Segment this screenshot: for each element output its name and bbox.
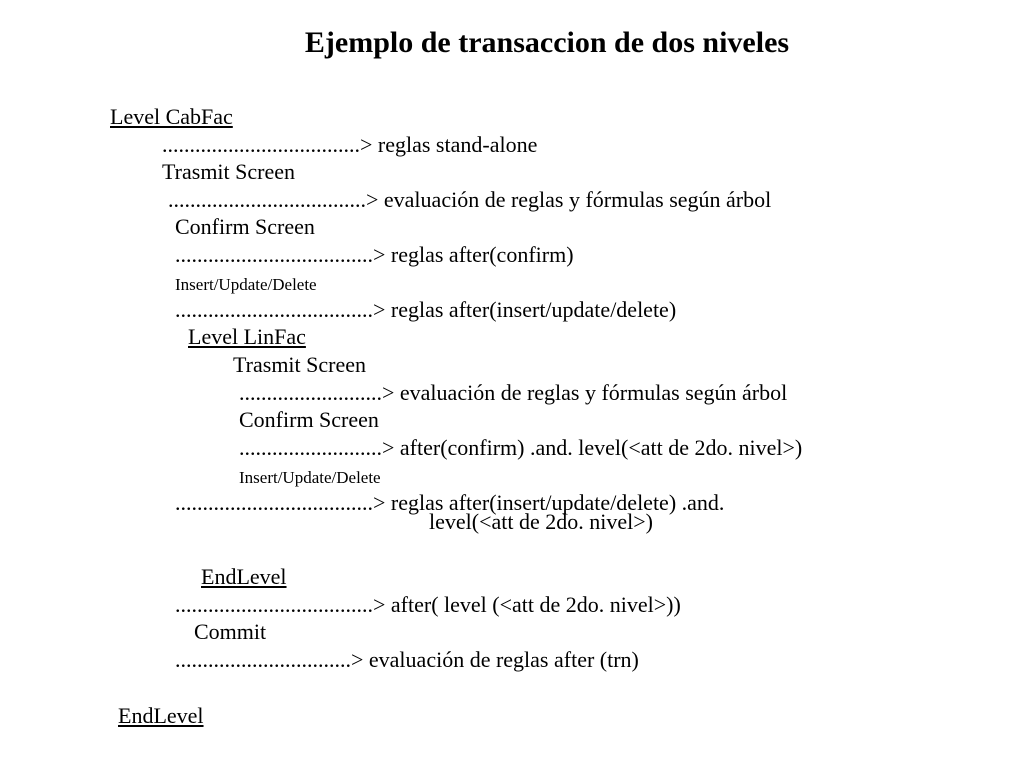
arrow-line-after-trn: ................................> evaluación de reglas after (trn) (175, 647, 639, 672)
linfac-trasmit-screen-label: Trasmit Screen (233, 352, 367, 377)
arrow-line-stand-alone: ....................................> reglas stand-alone (162, 132, 538, 157)
insert-update-delete-label: Insert/Update/Delete (175, 275, 317, 294)
linfac-arrow-line-after-confirm: ..........................> after(confirm) .and. level(<att de 2do. nivel>) (239, 435, 803, 460)
slide-title: Ejemplo de transaccion de dos niveles (304, 26, 790, 59)
linfac-confirm-screen-label: Confirm Screen (239, 407, 379, 432)
linfac-arrow-line-evaluacion: ..........................> evaluación de reglas y fórmulas según árbol (239, 380, 788, 405)
arrow-line-after-insert-update-delete: ....................................> reglas after(insert/update/delete) (175, 297, 677, 322)
arrow-line-evaluacion-reglas: ....................................> evaluación de reglas y fórmulas según árbol (168, 187, 772, 212)
commit-label: Commit (194, 619, 267, 644)
endlevel-cabfac: EndLevel (118, 703, 204, 728)
endlevel-linfac: EndLevel (201, 564, 287, 589)
arrow-line-after-confirm: ....................................> reglas after(confirm) (175, 242, 574, 267)
trasmit-screen-label: Trasmit Screen (162, 159, 296, 184)
level-cabfac-heading: Level CabFac (110, 104, 233, 129)
arrow-line-after-level: ....................................> after( level (<att de 2do. nivel>)) (175, 592, 681, 617)
linfac-level-continuation: level(<att de 2do. nivel>) (429, 509, 653, 534)
level-linfac-heading: Level LinFac (188, 324, 306, 349)
linfac-arrow-line-after-iud: ....................................> reglas after(insert/update/delete) .and. (175, 490, 725, 515)
linfac-insert-update-delete-label: Insert/Update/Delete (239, 468, 381, 487)
confirm-screen-label: Confirm Screen (175, 214, 315, 239)
